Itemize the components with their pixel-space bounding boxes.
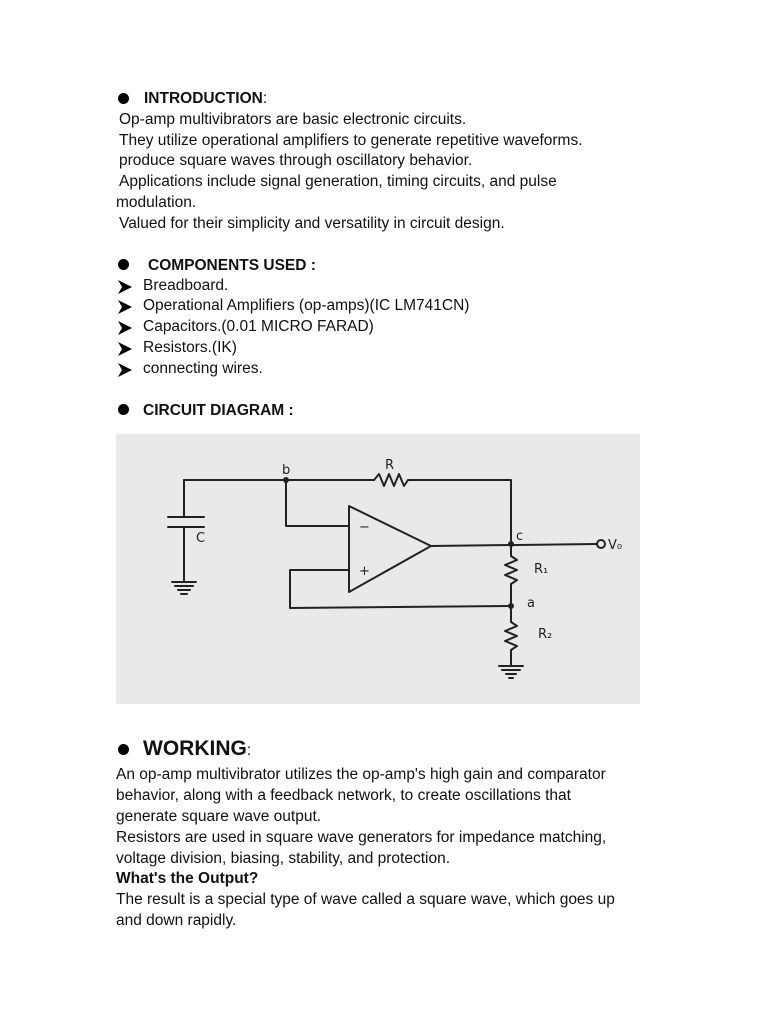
working-line: Resistors are used in square wave generators for impedance matching, — [116, 829, 607, 846]
node-dot — [508, 541, 514, 547]
component-item: connecting wires. — [143, 360, 263, 377]
component-item: Capacitors.(0.01 MICRO FARAD) — [143, 318, 374, 335]
opamp-minus-label: − — [359, 520, 370, 535]
noninverting-feedback-wire — [290, 570, 511, 608]
introduction-line: Op-amp multivibrators are basic electronic circuits. — [119, 111, 467, 128]
bullet-icon — [118, 259, 129, 270]
output-question: What's the Output? — [116, 870, 259, 887]
component-item: Operational Amplifiers (op-amps)(IC LM741CN) — [143, 297, 470, 314]
arrow-bullet-icon — [117, 362, 133, 378]
inverting-input-wire — [286, 480, 349, 526]
top-wire-right — [408, 480, 511, 544]
resistor-r1-label: R₁ — [534, 562, 549, 577]
working-heading — [143, 736, 251, 764]
resistor-r1-zigzag — [505, 544, 517, 606]
circuit-heading: CIRCUIT DIAGRAM : — [143, 402, 294, 419]
opamp-plus-label: + — [359, 564, 370, 579]
introduction-line: produce square waves through oscillatory behavior. — [119, 152, 473, 169]
working-heading-colon: : — [246, 742, 252, 759]
introduction-heading — [144, 88, 267, 109]
resistor-r2-label: R₂ — [538, 627, 553, 642]
arrow-bullet-icon — [117, 320, 133, 336]
bullet-icon — [118, 93, 129, 104]
working-heading-text: WORKING — [143, 737, 247, 760]
circuit-diagram — [116, 434, 640, 704]
node-b-label: b — [282, 463, 291, 478]
circuit-diagram-figure — [116, 434, 640, 704]
output-line: The result is a special type of wave called a square wave, which goes up — [116, 891, 615, 908]
working-line: voltage division, biasing, stability, and protection. — [116, 850, 451, 867]
introduction-line: Valued for their simplicity and versatility in circuit design. — [119, 215, 505, 232]
arrow-bullet-icon — [117, 341, 133, 357]
arrow-bullet-icon — [117, 299, 133, 315]
capacitor-plates — [168, 517, 204, 527]
introduction-heading-text: INTRODUCTION — [144, 90, 263, 107]
capacitor-c-label: C — [196, 531, 206, 546]
ground-symbol — [499, 666, 523, 678]
output-label: V₀ — [608, 538, 623, 553]
working-line: An op-amp multivibrator utilizes the op-amp's high gain and comparator — [116, 766, 606, 783]
introduction-heading-colon: : — [262, 90, 268, 107]
node-c-label: c — [516, 529, 524, 544]
output-line: and down rapidly. — [116, 912, 237, 929]
resistor-r-zigzag — [374, 474, 408, 486]
components-heading: COMPONENTS USED : — [148, 257, 316, 274]
node-a-label: a — [527, 596, 535, 611]
component-item: Breadboard. — [143, 277, 229, 294]
arrow-bullet-icon — [117, 279, 133, 295]
working-line: behavior, along with a feedback network, to create oscillations that — [116, 787, 571, 804]
opamp-triangle — [349, 506, 431, 592]
component-item: Resistors.(IK) — [143, 339, 237, 356]
introduction-line: Applications include signal generation, timing circuits, and pulse — [119, 173, 557, 190]
working-line: generate square wave output. — [116, 808, 322, 825]
output-terminal — [597, 540, 605, 548]
bullet-icon — [118, 744, 129, 755]
ground-symbol — [172, 582, 196, 594]
introduction-line: They utilize operational amplifiers to generate repetitive waveforms. — [119, 132, 583, 149]
node-dot — [508, 603, 514, 609]
bullet-icon — [118, 404, 129, 415]
resistor-r2-zigzag — [505, 606, 517, 666]
resistor-r-label: R — [385, 458, 395, 473]
introduction-line: modulation. — [116, 194, 197, 211]
